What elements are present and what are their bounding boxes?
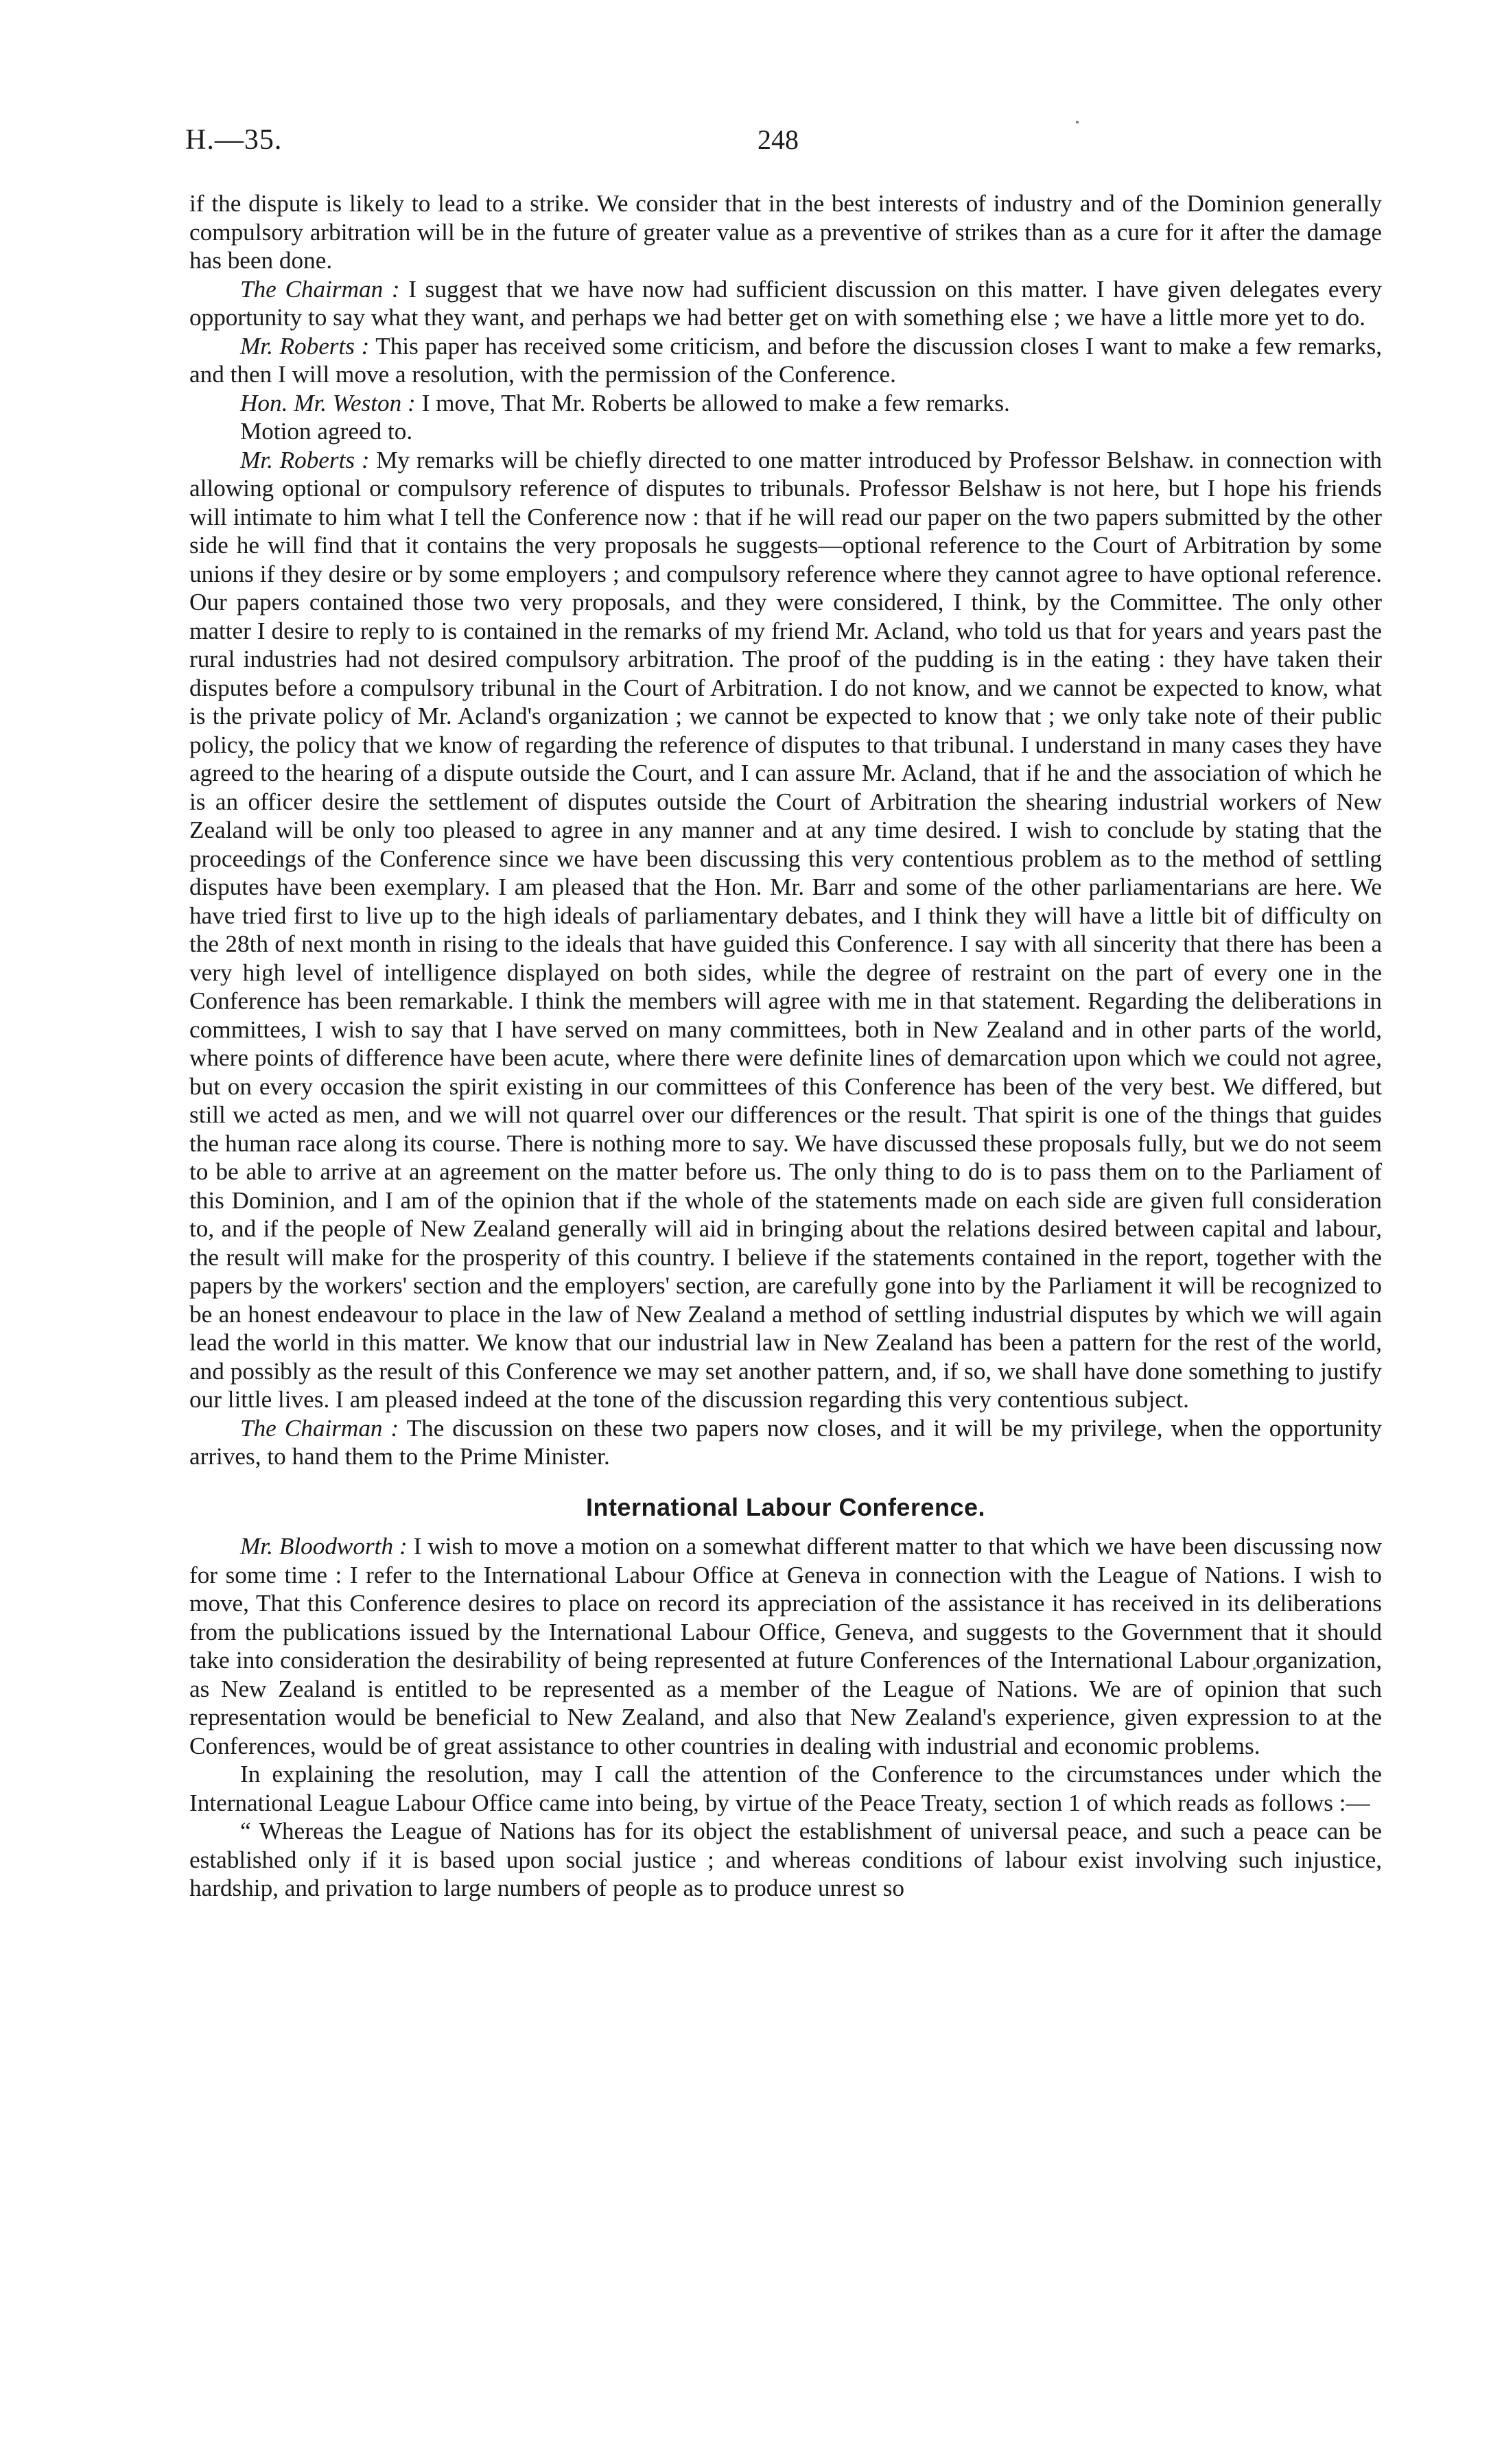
speaker-name: The Chairman : [240, 1414, 399, 1442]
speaker-name: Mr. Bloodworth : [240, 1533, 408, 1560]
paragraph [189, 275, 1382, 332]
speech-text: I move, That Mr. Roberts be allowed to make a few remarks. [415, 389, 1010, 416]
speaker-name: The Chairman : [240, 275, 400, 303]
paragraph: In explaining the resolution, may I call the attention of the Conference to the circumstances under which the International League Labour Office came into being, by virtue of the Peace Treaty, section 1 of which reads as follows :— [189, 1761, 1382, 1816]
paragraph: if the dispute is likely to lead to a strike. We consider that in the best interests of industry and of the Dominion generally compulsory arbitration will be in the future of greater value as a preventive of strikes than as a cure for it after the damage has been done. [189, 190, 1382, 274]
page-header [0, 124, 1491, 172]
speech-text: I wish to move a motion on a somewhat different matter to that which we have been discussing now for some time : I refer to the International Labour Office at Geneva in connection with the League of Nations. I wish to move, That this Conference desires to place on record its appreciation of the assistance it has received in its deliberations from the publications issued by the International Labour Office, Geneva, and suggests to the Government that it should take into consideration the desirability of being represented at future Conferences of the International Labour organization, as New Zealand is entitled to be represented as a member of the League of Nations. We are of opinion that such representation would be beneficial to New Zealand, and also that New Zealand's experience, given expression to at the Conferences, would be of great assistance to other countries in dealing with industrial and economic problems. [189, 1533, 1383, 1759]
scan-speck [1076, 121, 1079, 124]
paragraph [189, 446, 1382, 1414]
paragraph [189, 332, 1382, 389]
speech-text: This paper has received some criticism, and before the discussion closes I want to make a few remarks, and then I will move a resolution, with the permission of the Conference. [189, 332, 1382, 388]
paragraph [189, 1414, 1382, 1471]
speaker-name: Mr. Roberts : [240, 446, 370, 473]
section-heading: International Labour Conference. [585, 1492, 986, 1521]
speech-text: My remarks will be chiefly directed to one matter introduced by Professor Belshaw. in connection with allowing optional or compulsory reference of disputes to tribunals. Professor Belshaw is not here, but I hope his friends will intimate to him what I tell the Conference now : that if he will read our paper on the two papers submitted by the other side he will find that it contains the very proposals he suggests—optional reference to the Court of Arbitration by some unions if they desire or by some employers ; and compulsory reference where they cannot agree to have optional reference. Our papers contained those two very proposals, and they were considered, I think, by the Committee. The only other matter I desire to reply to is contained in the remarks of my friend Mr. Acland, who told us that for years and years past the rural industries had not desired compulsory arbitration. The proof of the pudding is in the eating : they have taken their disputes before a compulsory tribunal in the Court of Arbitration. I do not know, and we cannot be expected to know, what is the private policy of Mr. Acland's organization ; we cannot be expected to know that ; we only take note of their public policy, the policy that we know of regarding the reference of disputes to that tribunal. I understand in many cases they have agreed to the hearing of a dispute outside the Court, and I can assure Mr. Acland, that if he and the association of which he is an officer desire the settlement of disputes outside the Court of Arbitration the shearing industrial workers of New Zealand will be only too pleased to agree in any manner and at any time desired. I wish to conclude by stating that the proceedings of the Conference since we have been discussing this very contentious problem as to the method of settling disputes have been exemplary. I am pleased that the Hon. Mr. Barr and some of the other parliamentarians are here. We have tried first to live up to the high ideals of parliamentary debates, and I think they will have a little bit of difficulty on the 28th of next month in rising to the ideals that have guided this Conference. I say with all sincerity that there has been a very high level of intelligence displayed on both sides, while the degree of restraint on the part of every one in the Conference has been remarkable. I think the members will agree with me in that statement. Regarding the deliberations in committees, I wish to say that I have served on many committees, both in New Zealand and in other parts of the world, where points of difference have been acute, where there were definite lines of demarcation upon which we could not agree, but on every occasion the spirit existing in our committees of this Conference has been of the very best. We differed, but still we acted as men, and we will not quarrel over our differences or the result. That spirit is one of the things that guides the human race along its course. There is nothing more to say. We have discussed these proposals fully, but we do not seem to be able to arrive at an agreement on the matter before us. The only thing to do is to pass them on to the Parliament of this Dominion, and I am of the opinion that if the whole of the statements made on each side are given full consideration to, and if the people of New Zealand generally will aid in bringing about the relations desired between capital and labour, the result will make for the prosperity of this country. I believe if the statements contained in the report, together with the papers by the workers' section and the employers' section, are carefully gone into by the Parliament it will be recognized to be an honest endeavour to place in the law of New Zealand a method of settling industrial disputes by which we will again lead the world in this matter. We know that our industrial law in New Zealand has been a pattern for the rest of the world, and possibly as the result of this Conference we may set another pattern, and, if so, we shall have done something to justify our little lives. I am pleased indeed at the tone of the discussion regarding this very contentious subject. [189, 446, 1382, 1413]
speech-text: The discussion on these two papers now closes, and it will be my privilege, when the opportunity arrives, to hand them to the Prime Minister. [189, 1414, 1382, 1470]
paragraph [189, 1532, 1382, 1760]
paragraph [189, 389, 1382, 418]
quotation: “ Whereas the League of Nations has for its object the establishment of universal peace, and such a peace can be established only if it is based upon social justice ; and whereas conditions of labour exist involving such injustice, hardship, and privation to large numbers of people as to produce unrest so [189, 1818, 1382, 1901]
speaker-name: Hon. Mr. Weston : [240, 389, 416, 416]
page-number: 248 [758, 124, 799, 155]
document-body [189, 189, 1382, 1903]
document-reference: H.—35. [185, 124, 283, 156]
speaker-name: Mr. Roberts : [240, 332, 370, 360]
speech-text: I suggest that we have now had sufficient discussion on this matter. I have given delegates every opportunity to say what they want, and perhaps we had better get on with something else ; we have a little more yet to do. [189, 275, 1382, 331]
paragraph: Motion agreed to. [240, 418, 413, 445]
